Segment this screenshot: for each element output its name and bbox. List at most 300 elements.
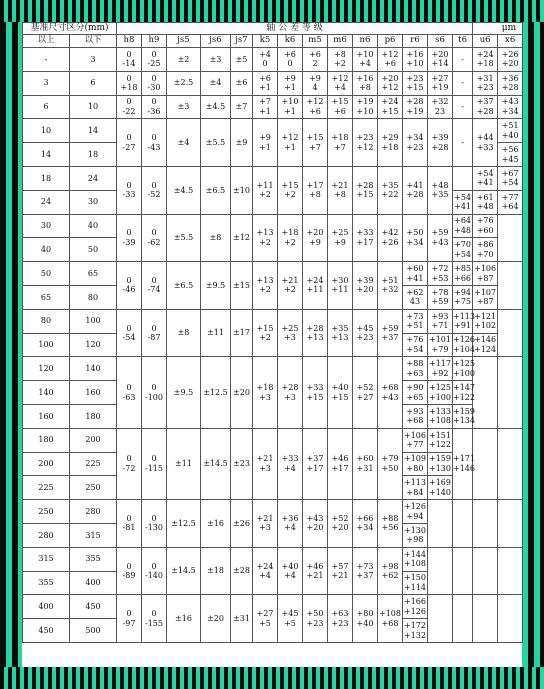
size-above-cell: 315 <box>23 547 70 571</box>
value-cell-js6: ±20 <box>201 595 231 643</box>
value-cell-u6: +146 +124 <box>473 333 498 357</box>
size-above-cell: 225 <box>23 476 70 500</box>
value-cell-m5: +9 4 <box>303 71 328 95</box>
value-cell-h8: 0 -46 <box>117 262 142 310</box>
value-cell-u6: +76 +60 <box>473 214 498 238</box>
value-cell-m5: +33 +15 <box>303 357 328 428</box>
value-cell-h9: 0 -87 <box>142 309 167 357</box>
value-cell-m5: +15 +7 <box>303 119 328 167</box>
value-cell-js5: ±4.5 <box>167 166 201 214</box>
value-cell-s6: +93 +71 <box>428 309 453 333</box>
value-cell-u6 <box>473 595 498 643</box>
value-cell-js7: ±12 <box>231 214 253 262</box>
size-below-cell: 500 <box>70 619 117 643</box>
col-header-u6: u6 <box>473 35 498 48</box>
value-cell-h8: 0 -72 <box>117 428 142 499</box>
value-cell-r6: +166 +126 <box>403 595 428 619</box>
value-cell-t6: +147 +122 <box>453 381 473 405</box>
value-cell-js5: ±11 <box>167 428 201 499</box>
table-row <box>23 428 523 452</box>
value-cell-h8: 0 -54 <box>117 309 142 357</box>
value-cell-t6: +70 +54 <box>453 238 473 262</box>
value-cell-r6: +16 +10 <box>403 48 428 72</box>
value-cell-m5: +50 +23 <box>303 595 328 643</box>
shaft-tolerance-table <box>22 22 523 643</box>
value-cell-k5: +21 +3 <box>253 500 278 548</box>
value-cell-t6: +94 +75 <box>453 285 473 309</box>
value-cell-t6: - <box>453 119 473 167</box>
table-row <box>23 214 523 238</box>
value-cell-js5: ±9.5 <box>167 357 201 428</box>
value-cell-s6: +133 +108 <box>428 404 453 428</box>
value-cell-js6: ±12.5 <box>201 357 231 428</box>
value-cell-js6: ±16 <box>201 500 231 548</box>
value-cell-h9: 0 -36 <box>142 95 167 119</box>
value-cell-js5: ±6.5 <box>167 262 201 310</box>
col-header-m5: m5 <box>303 35 328 48</box>
value-cell-h8: 0 -33 <box>117 166 142 214</box>
value-cell-t6: +85 +66 <box>453 262 473 286</box>
value-cell-t6: +126 +104 <box>453 333 473 357</box>
value-cell-r6: +50 +34 <box>403 214 428 262</box>
value-cell-s6: +101 +79 <box>428 333 453 357</box>
value-cell-m6: +15 +6 <box>328 95 353 119</box>
col-header-js6: js6 <box>201 35 231 48</box>
value-cell-h9: 0 -74 <box>142 262 167 310</box>
size-below-cell: 120 <box>70 333 117 357</box>
table-row <box>23 166 523 190</box>
value-cell-js7: ±23 <box>231 428 253 499</box>
value-cell-u6 <box>473 428 498 499</box>
size-above-cell: 24 <box>23 190 70 214</box>
value-cell-js5: ±14.5 <box>167 547 201 595</box>
size-below-cell: 24 <box>70 166 117 190</box>
value-cell-k6: +10 +1 <box>278 95 303 119</box>
size-below-cell: 315 <box>70 523 117 547</box>
size-above-cell: 80 <box>23 309 70 333</box>
value-cell-k6: +45 +5 <box>278 595 303 643</box>
value-cell-u6: +86 +70 <box>473 238 498 262</box>
size-above-cell: 65 <box>23 285 70 309</box>
value-cell-s6 <box>428 547 453 595</box>
value-cell-t6 <box>453 166 473 190</box>
value-cell-js6: ±11 <box>201 309 231 357</box>
value-cell-m6: +18 +7 <box>328 119 353 167</box>
value-cell-s6: +27 +19 <box>428 71 453 95</box>
value-cell-js7: ±20 <box>231 357 253 428</box>
value-cell-m6: +46 +17 <box>328 428 353 499</box>
value-cell-h8: 0 -81 <box>117 500 142 548</box>
value-cell-p6: +79 +50 <box>378 428 403 499</box>
value-cell-n6: +66 +34 <box>353 500 378 548</box>
table-row <box>23 48 523 72</box>
value-cell-m6: +21 +8 <box>328 166 353 214</box>
value-cell-t6: +113 +91 <box>453 309 473 333</box>
size-below-cell: 100 <box>70 309 117 333</box>
size-above-cell: 140 <box>23 381 70 405</box>
size-below-cell: 80 <box>70 285 117 309</box>
value-cell-s6: +72 +53 <box>428 262 453 286</box>
value-cell-m5: +43 +20 <box>303 500 328 548</box>
value-cell-js6: ±18 <box>201 547 231 595</box>
value-cell-js7: ±7 <box>231 95 253 119</box>
value-cell-p6: +24 +15 <box>378 95 403 119</box>
size-below-cell: 10 <box>70 95 117 119</box>
value-cell-n6: +73 +37 <box>353 547 378 595</box>
size-above-cell: 3 <box>23 71 70 95</box>
value-cell-js7: ±10 <box>231 166 253 214</box>
value-cell-js6: ±4.5 <box>201 95 231 119</box>
value-cell-r6: +23 +15 <box>403 71 428 95</box>
size-below-cell: 65 <box>70 262 117 286</box>
value-cell-js5: ±3 <box>167 95 201 119</box>
size-below-cell: 355 <box>70 547 117 571</box>
value-cell-r6: +34 +23 <box>403 119 428 167</box>
value-cell-m6: +63 +23 <box>328 595 353 643</box>
value-cell-n6: +39 +20 <box>353 262 378 310</box>
value-cell-k5: +15 +2 <box>253 309 278 357</box>
value-cell-k6: +18 +2 <box>278 214 303 262</box>
value-cell-m6: +25 +9 <box>328 214 353 262</box>
value-cell-r6: +172 +132 <box>403 619 428 643</box>
value-cell-x6 <box>498 500 523 548</box>
value-cell-m6: +57 +21 <box>328 547 353 595</box>
value-cell-js7: ±26 <box>231 500 253 548</box>
value-cell-t6: +54 +41 <box>453 190 473 214</box>
value-cell-h8: 0 -39 <box>117 214 142 262</box>
value-cell-k5: +6 +1 <box>253 71 278 95</box>
value-cell-k6: +9 +1 <box>278 71 303 95</box>
tolerance-table-sheet <box>22 22 522 667</box>
value-cell-m5: +17 +8 <box>303 166 328 214</box>
value-cell-h9: 0 -25 <box>142 48 167 72</box>
header-row-2 <box>23 35 523 48</box>
value-cell-js7: ±28 <box>231 547 253 595</box>
value-cell-h8: 0 -89 <box>117 547 142 595</box>
value-cell-js6: ±5.5 <box>201 119 231 167</box>
value-cell-r6: +113 +84 <box>403 476 428 500</box>
size-above-cell: 280 <box>23 523 70 547</box>
value-cell-h9: 0 -30 <box>142 71 167 95</box>
value-cell-js6: ±9.5 <box>201 262 231 310</box>
value-cell-js5: ±2.5 <box>167 71 201 95</box>
value-cell-x6: +43 +34 <box>498 95 523 119</box>
value-cell-m6: +40 +15 <box>328 357 353 428</box>
size-above-cell: 120 <box>23 357 70 381</box>
value-cell-p6: +12 +6 <box>378 48 403 72</box>
value-cell-r6: +106 +77 <box>403 428 428 452</box>
value-cell-s6: +117 +92 <box>428 357 453 381</box>
unit-label: μm <box>473 23 523 35</box>
value-cell-p6: +35 +22 <box>378 166 403 214</box>
value-cell-u6: +31 +23 <box>473 71 498 95</box>
value-cell-r6: +62 43 <box>403 285 428 309</box>
value-cell-k6: +15 +2 <box>278 166 303 214</box>
value-cell-n6: +28 +15 <box>353 166 378 214</box>
tolerance-grade-header: 轴 公 差 等 级 <box>117 23 473 35</box>
value-cell-x6 <box>498 428 523 499</box>
table-row <box>23 71 523 95</box>
value-cell-k5: +13 +2 <box>253 214 278 262</box>
value-cell-t6 <box>453 595 473 643</box>
value-cell-t6 <box>453 547 473 595</box>
value-cell-p6: +98 +62 <box>378 547 403 595</box>
value-cell-js7: ±17 <box>231 309 253 357</box>
value-cell-k6: +36 +4 <box>278 500 303 548</box>
value-cell-x6: +26 +20 <box>498 48 523 72</box>
value-cell-x6: +51 +40 <box>498 119 523 143</box>
value-cell-t6: +125 +100 <box>453 357 473 381</box>
size-above-cell: 18 <box>23 166 70 190</box>
value-cell-k5: +21 +3 <box>253 428 278 499</box>
value-cell-x6 <box>498 214 523 262</box>
value-cell-h8: 0 -14 <box>117 48 142 72</box>
value-cell-n6: +19 +10 <box>353 95 378 119</box>
value-cell-n6: +16 +8 <box>353 71 378 95</box>
size-below-cell: 30 <box>70 190 117 214</box>
col-header-k6: k6 <box>278 35 303 48</box>
value-cell-k6: +12 +1 <box>278 119 303 167</box>
value-cell-m5: +28 +13 <box>303 309 328 357</box>
value-cell-s6: +48 +35 <box>428 166 453 214</box>
size-above-cell: 180 <box>23 428 70 452</box>
value-cell-t6 <box>453 500 473 548</box>
value-cell-n6: +52 +27 <box>353 357 378 428</box>
value-cell-h9: 0 -43 <box>142 119 167 167</box>
col-header-x6: x6 <box>498 35 523 48</box>
value-cell-p6: +108 +68 <box>378 595 403 643</box>
value-cell-h8: 0 -97 <box>117 595 142 643</box>
value-cell-t6: - <box>453 71 473 95</box>
value-cell-s6: +159 +130 <box>428 452 453 476</box>
value-cell-js7: ±15 <box>231 262 253 310</box>
value-cell-n6: +60 +31 <box>353 428 378 499</box>
value-cell-r6: +88 +63 <box>403 357 428 381</box>
value-cell-u6: +44 +33 <box>473 119 498 167</box>
value-cell-js7: ±31 <box>231 595 253 643</box>
value-cell-k5: +9 +1 <box>253 119 278 167</box>
table-row <box>23 95 523 119</box>
value-cell-r6: +126 +94 <box>403 500 428 524</box>
value-cell-k6: +28 +3 <box>278 357 303 428</box>
size-below-cell: 140 <box>70 357 117 381</box>
size-below-cell: 14 <box>70 119 117 143</box>
value-cell-s6: +39 +28 <box>428 119 453 167</box>
value-cell-js7: ±6 <box>231 71 253 95</box>
value-cell-r6: +73 +51 <box>403 309 428 333</box>
value-cell-js5: ±4 <box>167 119 201 167</box>
value-cell-u6: +61 +48 <box>473 190 498 214</box>
col-header-p6: p6 <box>378 35 403 48</box>
below-header: 以下 <box>70 35 117 48</box>
value-cell-m5: +12 +6 <box>303 95 328 119</box>
col-header-t6: t6 <box>453 35 473 48</box>
value-cell-n6: +10 +4 <box>353 48 378 72</box>
value-cell-k5: +4 0 <box>253 48 278 72</box>
size-below-cell: 18 <box>70 143 117 167</box>
value-cell-t6: +159 +134 <box>453 404 473 428</box>
value-cell-h9: 0 -62 <box>142 214 167 262</box>
value-cell-t6: +64 +48 <box>453 214 473 238</box>
value-cell-t6: +171 +146 <box>453 428 473 499</box>
value-cell-h8: 0 -22 <box>117 95 142 119</box>
size-below-cell: 200 <box>70 428 117 452</box>
table-row <box>23 119 523 143</box>
value-cell-k6: +40 +4 <box>278 547 303 595</box>
col-header-js7: js7 <box>231 35 253 48</box>
value-cell-p6: +68 +43 <box>378 357 403 428</box>
size-above-cell: 10 <box>23 119 70 143</box>
value-cell-js6: ±8 <box>201 214 231 262</box>
value-cell-k5: +7 +1 <box>253 95 278 119</box>
value-cell-r6: +90 +65 <box>403 381 428 405</box>
value-cell-s6 <box>428 595 453 643</box>
value-cell-s6: +151 +122 <box>428 428 453 452</box>
value-cell-r6: +41 +28 <box>403 166 428 214</box>
value-cell-p6: +88 +56 <box>378 500 403 548</box>
value-cell-x6 <box>498 595 523 643</box>
value-cell-s6: +32 23 <box>428 95 453 119</box>
value-cell-js5: ±8 <box>167 309 201 357</box>
size-above-cell: 14 <box>23 143 70 167</box>
bottom-decorative-border <box>0 667 544 689</box>
value-cell-u6: +54 +41 <box>473 166 498 190</box>
size-above-cell: 250 <box>23 500 70 524</box>
size-below-cell: 6 <box>70 71 117 95</box>
col-header-n6: n6 <box>353 35 378 48</box>
value-cell-p6: +59 +37 <box>378 309 403 357</box>
top-decorative-border <box>0 0 544 22</box>
value-cell-h9: 0 -140 <box>142 547 167 595</box>
col-header-js5: js5 <box>167 35 201 48</box>
value-cell-js6: ±6.5 <box>201 166 231 214</box>
value-cell-u6: +107 +87 <box>473 285 498 309</box>
value-cell-js6: ±4 <box>201 71 231 95</box>
table-row <box>23 357 523 381</box>
value-cell-h9: 0 -52 <box>142 166 167 214</box>
col-header-h8: h8 <box>117 35 142 48</box>
value-cell-m5: +6 2 <box>303 48 328 72</box>
value-cell-h9: 0 -155 <box>142 595 167 643</box>
size-above-cell: 450 <box>23 619 70 643</box>
col-header-s6: s6 <box>428 35 453 48</box>
size-below-cell: 450 <box>70 595 117 619</box>
value-cell-p6: +51 +32 <box>378 262 403 310</box>
size-below-cell: 250 <box>70 476 117 500</box>
value-cell-m5: +37 +17 <box>303 428 328 499</box>
value-cell-m5: +46 +21 <box>303 547 328 595</box>
value-cell-u6: +121 +102 <box>473 309 498 333</box>
value-cell-s6: +20 +14 <box>428 48 453 72</box>
value-cell-r6: +150 +114 <box>403 571 428 595</box>
value-cell-x6: +36 +28 <box>498 71 523 95</box>
size-above-cell: 50 <box>23 262 70 286</box>
size-above-cell: 160 <box>23 404 70 428</box>
size-above-cell: 30 <box>23 214 70 238</box>
value-cell-js5: ±5.5 <box>167 214 201 262</box>
table-row <box>23 309 523 333</box>
value-cell-u6 <box>473 547 498 595</box>
value-cell-js5: ±16 <box>167 595 201 643</box>
size-below-cell: 280 <box>70 500 117 524</box>
size-below-cell: 40 <box>70 214 117 238</box>
value-cell-x6 <box>498 309 523 357</box>
value-cell-m5: +24 +11 <box>303 262 328 310</box>
value-cell-k5: +24 +4 <box>253 547 278 595</box>
size-above-cell: 100 <box>23 333 70 357</box>
value-cell-h9: 0 -130 <box>142 500 167 548</box>
value-cell-r6: +144 +108 <box>403 547 428 571</box>
value-cell-js5: ±12.5 <box>167 500 201 548</box>
value-cell-js6: ±3 <box>201 48 231 72</box>
size-below-cell: 160 <box>70 381 117 405</box>
value-cell-r6: +109 +80 <box>403 452 428 476</box>
value-cell-u6: +106 +87 <box>473 262 498 286</box>
size-range-header: 基准尺寸区分(mm) <box>23 23 117 35</box>
table-row <box>23 547 523 571</box>
value-cell-p6: +42 +26 <box>378 214 403 262</box>
size-above-cell: 40 <box>23 238 70 262</box>
value-cell-h9: 0 -115 <box>142 428 167 499</box>
size-below-cell: 50 <box>70 238 117 262</box>
value-cell-m6: +52 +20 <box>328 500 353 548</box>
value-cell-u6 <box>473 357 498 428</box>
value-cell-x6 <box>498 547 523 595</box>
value-cell-x6 <box>498 262 523 310</box>
value-cell-p6: +20 +12 <box>378 71 403 95</box>
value-cell-n6: +45 +23 <box>353 309 378 357</box>
size-above-cell: 355 <box>23 571 70 595</box>
value-cell-m5: +20 +9 <box>303 214 328 262</box>
table-row <box>23 500 523 524</box>
value-cell-x6: +77 +64 <box>498 190 523 214</box>
size-above-cell: 200 <box>23 452 70 476</box>
value-cell-k5: +27 +5 <box>253 595 278 643</box>
value-cell-x6: +56 +45 <box>498 143 523 167</box>
size-above-cell: 6 <box>23 95 70 119</box>
value-cell-js5: ±2 <box>167 48 201 72</box>
value-cell-k5: +11 +2 <box>253 166 278 214</box>
size-below-cell: 3 <box>70 48 117 72</box>
size-below-cell: 180 <box>70 404 117 428</box>
value-cell-s6: +125 +100 <box>428 381 453 405</box>
value-cell-js7: ±5 <box>231 48 253 72</box>
value-cell-t6: - <box>453 95 473 119</box>
value-cell-x6 <box>498 357 523 428</box>
value-cell-p6: +29 +18 <box>378 119 403 167</box>
col-header-m6: m6 <box>328 35 353 48</box>
value-cell-m6: +8 +2 <box>328 48 353 72</box>
col-header-r6: r6 <box>403 35 428 48</box>
value-cell-x6: +67 +54 <box>498 166 523 190</box>
value-cell-n6: +23 +12 <box>353 119 378 167</box>
value-cell-m6: +12 +4 <box>328 71 353 95</box>
table-row <box>23 262 523 286</box>
value-cell-h8: 0 -63 <box>117 357 142 428</box>
value-cell-r6: +130 +98 <box>403 523 428 547</box>
value-cell-t6: - <box>453 48 473 72</box>
value-cell-m6: +30 +11 <box>328 262 353 310</box>
value-cell-h9: 0 -100 <box>142 357 167 428</box>
value-cell-u6: +37 +28 <box>473 95 498 119</box>
value-cell-js7: ±9 <box>231 119 253 167</box>
value-cell-k6: +21 +2 <box>278 262 303 310</box>
value-cell-s6 <box>428 500 453 548</box>
size-above-cell: - <box>23 48 70 72</box>
value-cell-s6: +169 +140 <box>428 476 453 500</box>
value-cell-r6: +60 +41 <box>403 262 428 286</box>
value-cell-k5: +18 +3 <box>253 357 278 428</box>
